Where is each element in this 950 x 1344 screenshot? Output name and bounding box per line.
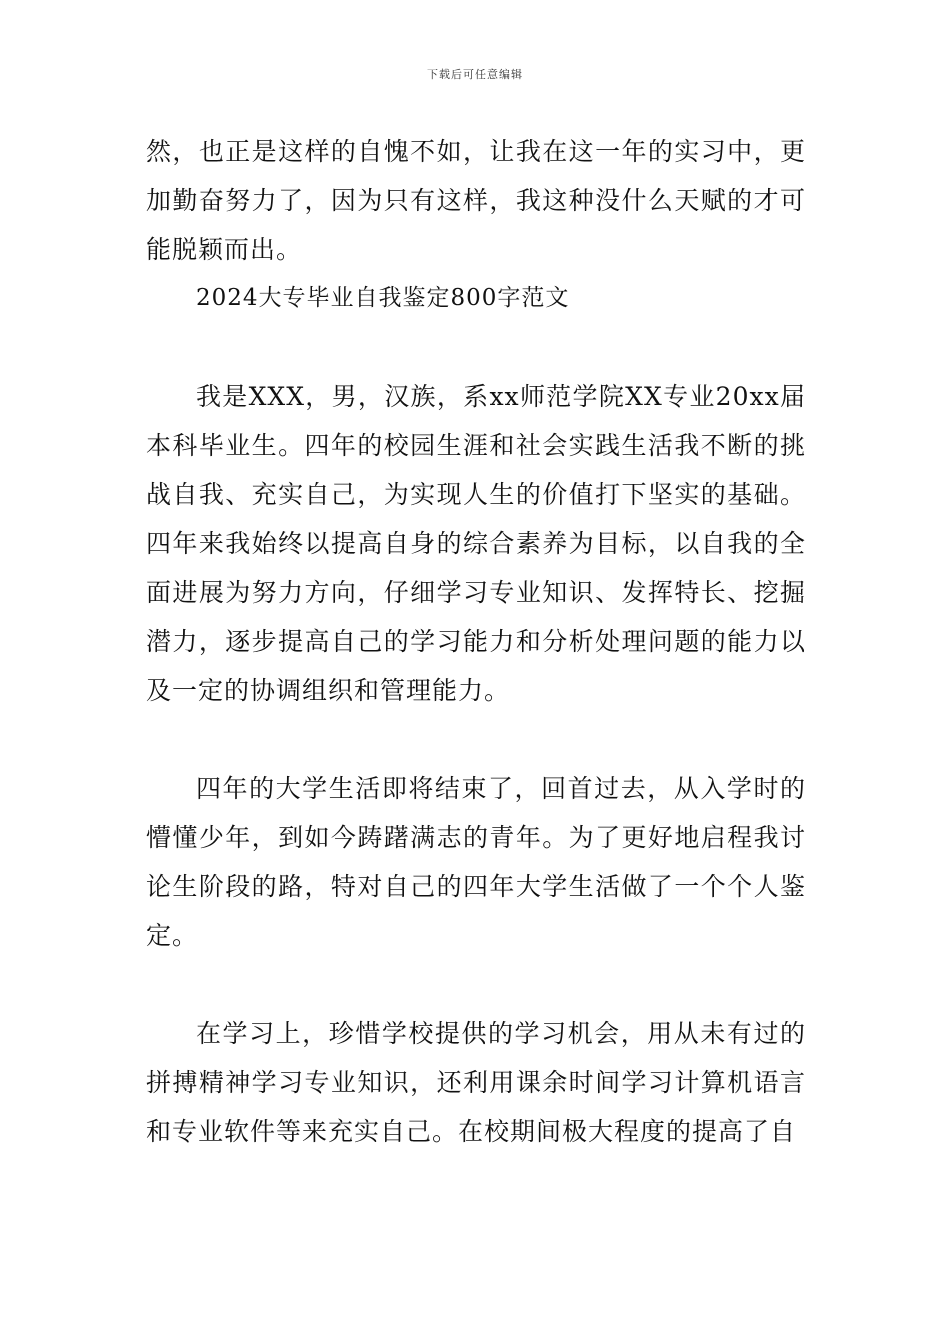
- paragraph-review: 四年的大学生活即将结束了，回首过去，从入学时的懵懂少年，到如今踌躇满志的青年。为了更好地启程我讨论生阶段的路，特对自己的四年大学生活做了一个个人鉴定。: [146, 774, 806, 950]
- paragraph-introduction: 我是XXX，男，汉族，系xx师范学院XX专业20xx届本科毕业生。四年的校园生涯和社会实践生活我不断的挑战自我、充实自己，为实现人生的价值打下坚实的基础。四年来我始终以提高自身的综合素养为目标，以自我的全面进展为努力方向，仔细学习专业知识、发挥特长、挖掘潜力，逐步提高自己的学习能力和分析处理问题的能力以及一定的协调组织和管理能力。: [146, 382, 806, 705]
- continued-paragraph: 然，也正是这样的自愧不如，让我在这一年的实习中，更加勤奋努力了，因为只有这样，我这种没什么天赋的才可能脱颖而出。: [146, 137, 806, 264]
- page-header-note: 下载后可任意编辑: [427, 68, 523, 81]
- document-body: [146, 127, 806, 1156]
- document-title: 2024大专毕业自我鉴定800字范文: [196, 285, 570, 311]
- paragraph-study: 在学习上，珍惜学校提供的学习机会，用从未有过的拼搏精神学习专业知识，还利用课余时间学习计算机语言和专业软件等来充实自己。在校期间极大程度的提高了自: [146, 1019, 806, 1146]
